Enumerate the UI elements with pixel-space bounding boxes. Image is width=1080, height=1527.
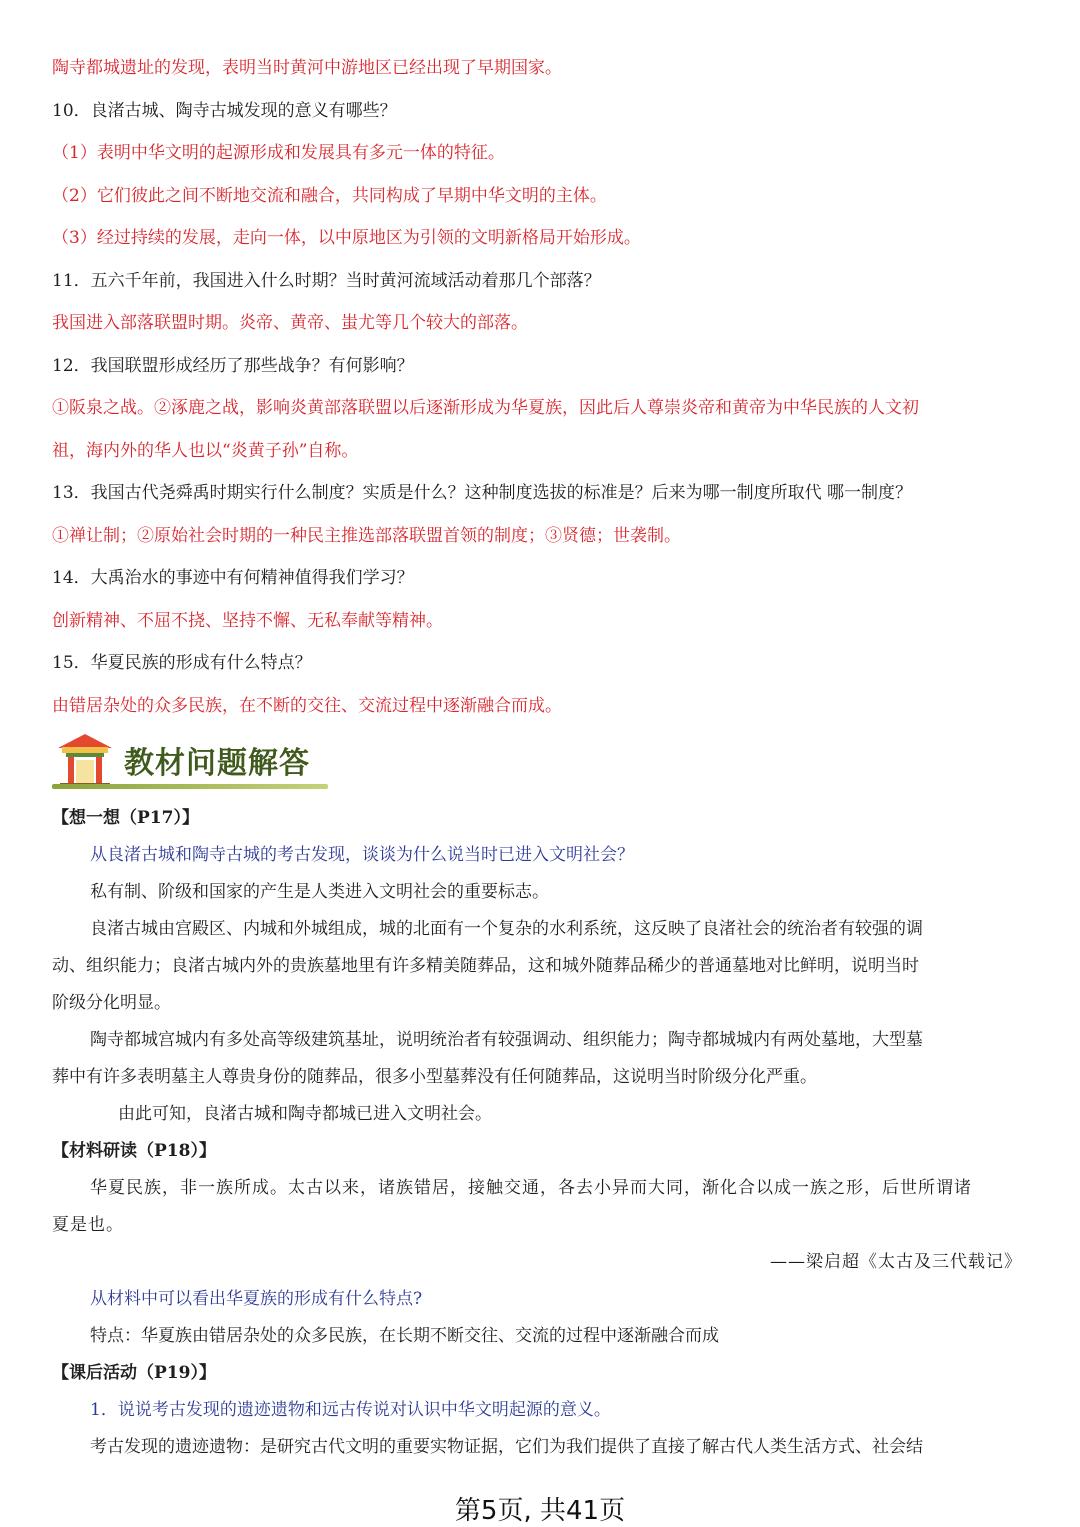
material-label: 【材料研读（P18）】	[52, 1141, 216, 1161]
answer-line: （2）它们彼此之间不断地交流和融合，共同构成了早期中华文明的主体。	[52, 185, 607, 206]
material-question: 从材料中可以看出华夏族的形成有什么特点?	[90, 1289, 423, 1309]
activity-answer: 考古发现的遗迹遗物：是研究古代文明的重要实物证据，它们为我们提供了直接了解古代人类生活方式、社会结	[90, 1437, 923, 1457]
page-number: 第5页, 共41页	[454, 1496, 626, 1526]
section-header	[52, 730, 1032, 808]
think-paragraph: 由此可知，良渚古城和陶寺都城已进入文明社会。	[118, 1104, 492, 1124]
think-paragraph: 动、组织能力；良渚古城内外的贵族墓地里有许多精美随葬品，这和城外随葬品稀少的普通墓地对比鲜明，说明当时	[52, 956, 919, 976]
activity-label: 【课后活动（P19）】	[52, 1363, 216, 1383]
answer-line: 我国进入部落联盟时期。炎帝、黄帝、蚩尤等几个较大的部落。	[52, 313, 528, 333]
answer-line: 祖，海内外的华人也以“炎黄子孙”自称。	[52, 440, 359, 461]
think-paragraph: 葬中有许多表明墓主人尊贵身份的随葬品，很多小型墓葬没有任何随葬品，这说明当时阶级分化严重。	[52, 1067, 817, 1087]
think-paragraph: 私有制、阶级和国家的产生是人类进入文明社会的重要标志。	[90, 882, 549, 902]
think-paragraph: 良渚古城由宫殿区、内城和外城组成，城的北面有一个复杂的水利系统，这反映了良渚社会的统治者有较强的调	[90, 919, 923, 939]
think-question: 从良渚古城和陶寺古城的考古发现，谈谈为什么说当时已进入文明社会？	[90, 845, 634, 865]
section-title: 教材问题解答	[124, 746, 310, 781]
question-line: 13．我国古代尧舜禹时期实行什么制度？实质是什么？这种制度选拔的标准是？后来为哪一制度所取代 哪一制度？	[52, 483, 913, 503]
question-line: 15．华夏民族的形成有什么特点？	[52, 653, 312, 673]
answer-line: ①阪泉之战。②涿鹿之战，影响炎黄部落联盟以后逐渐形成为华夏族，因此后人尊崇炎帝和黄帝为中华民族的人文初	[52, 398, 919, 418]
pavilion-icon	[54, 730, 116, 792]
activity-question: 1．说说考古发现的遗迹遗物和远古传说对认识中华文明起源的意义。	[90, 1400, 611, 1420]
question-line: 10．良渚古城、陶寺古城发现的意义有哪些？	[52, 100, 397, 121]
answer-line: 由错居杂处的众多民族，在不断的交往、交流过程中逐渐融合而成。	[52, 695, 562, 716]
answer-line: （1）表明中华文明的起源形成和发展具有多元一体的特征。	[52, 143, 505, 163]
section-underline	[52, 784, 328, 789]
material-citation: ——梁启超《太古及三代载记》	[770, 1252, 1022, 1272]
answer-line: 创新精神、不屈不挠、坚持不懈、无私奉献等精神。	[52, 610, 443, 631]
question-line: 12．我国联盟形成经历了那些战争？有何影响？	[52, 355, 414, 376]
material-answer: 特点：华夏族由错居杂处的众多民族，在长期不断交往、交流的过程中逐渐融合而成	[90, 1326, 719, 1346]
answer-line: 陶寺都城遗址的发现，表明当时黄河中游地区已经出现了早期国家。	[52, 58, 562, 78]
answer-line: （3）经过持续的发展，走向一体，以中原地区为引领的文明新格局开始形成。	[52, 228, 641, 248]
material-quote: 华夏民族，非一族所成。太古以来，诸族错居，接触交通，各去小异而大同，渐化合以成一族之形，后世所谓诸	[90, 1178, 972, 1198]
answer-line: ①禅让制；②原始社会时期的一种民主推选部落联盟首领的制度；③贤德；世袭制。	[52, 525, 681, 546]
question-line: 11．五六千年前，我国进入什么时期？当时黄河流域活动着那几个部落？	[52, 270, 601, 291]
think-label: 【想一想（P17）】	[52, 808, 199, 828]
think-paragraph: 陶寺都城宫城内有多处高等级建筑基址，说明统治者有较强调动、组织能力；陶寺都城城内有两处墓地，大型墓	[90, 1030, 923, 1050]
document-page	[52, 56, 1032, 1466]
question-line: 14．大禹治水的事迹中有何精神值得我们学习？	[52, 568, 414, 588]
think-paragraph: 阶级分化明显。	[52, 993, 171, 1013]
material-quote: 夏是也。	[52, 1215, 124, 1235]
